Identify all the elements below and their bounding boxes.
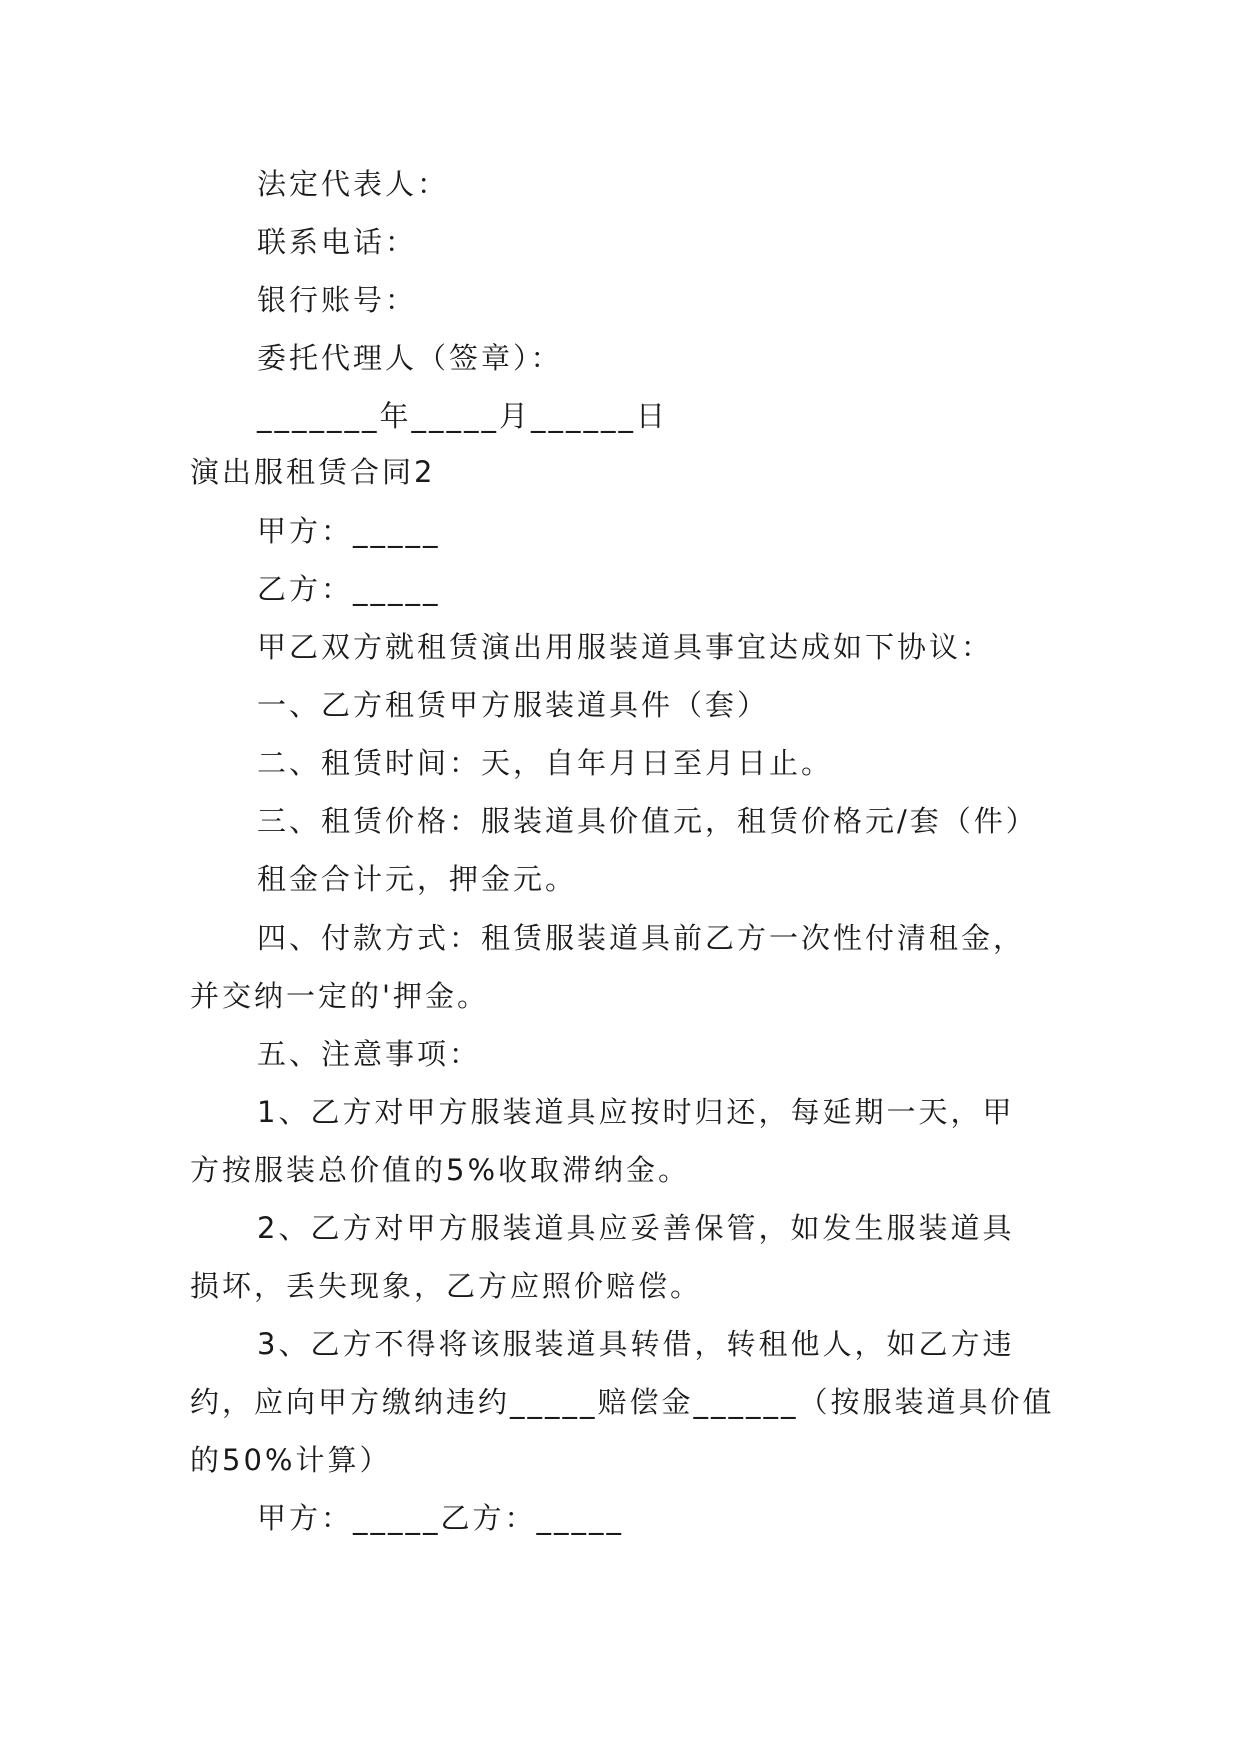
agreement-intro: 甲乙双方就租赁演出用服装道具事宜达成如下协议：	[257, 630, 994, 664]
clause-4: 四、付款方式：租赁服装道具前乙方一次性付清租金，	[257, 921, 1026, 955]
note-2-cont: 损坏，丢失现象，乙方应照价赔偿。	[190, 1269, 703, 1303]
party-b-line: 乙方：_____	[257, 572, 441, 606]
party-a-line: 甲方：_____	[257, 514, 441, 548]
bank-account-line: 银行账号：	[257, 283, 418, 317]
note-1: 1、乙方对甲方服装道具应按时归还，每延期一天，甲	[257, 1095, 1015, 1129]
note-3-cont: 约，应向甲方缴纳违约_____赔偿金______（按服装道具价值	[190, 1385, 1055, 1419]
clause-3: 三、租赁价格：服装道具价值元，租赁价格元/套（件）	[257, 804, 1038, 838]
clause-5-heading: 五、注意事项：	[257, 1037, 482, 1071]
section-title: 演出服租赁合同2	[190, 455, 436, 489]
date-line: _______年_____月______日	[257, 399, 669, 433]
clause-3-cont: 租金合计元，押金元。	[257, 862, 578, 896]
note-3-cont-2: 的50%计算）	[190, 1443, 392, 1477]
legal-representative-line: 法定代表人：	[257, 167, 450, 201]
signature-line: 甲方：_____乙方：_____	[257, 1501, 625, 1535]
clause-4-cont: 并交纳一定的'押金。	[190, 979, 489, 1013]
note-2: 2、乙方对甲方服装道具应妥善保管，如发生服装道具	[257, 1211, 1015, 1245]
note-3: 3、乙方不得将该服装道具转借，转租他人，如乙方违	[257, 1327, 1015, 1361]
clause-1: 一、乙方租赁甲方服装道具件（套）	[257, 688, 770, 722]
authorized-agent-line: 委托代理人（签章）：	[257, 341, 563, 375]
note-1-cont: 方按服装总价值的5%收取滞纳金。	[190, 1153, 691, 1187]
clause-2: 二、租赁时间：天，自年月日至月日止。	[257, 746, 834, 780]
contact-phone-line: 联系电话：	[257, 225, 418, 259]
